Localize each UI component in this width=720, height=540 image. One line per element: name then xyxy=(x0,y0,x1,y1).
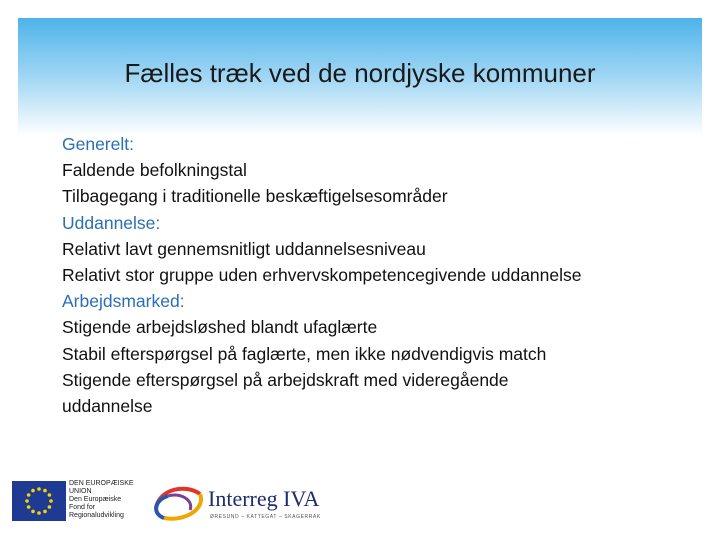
slide-title: Fælles træk ved de nordjyske kommuner xyxy=(124,58,596,88)
eu-label-line: Den Europæiske xyxy=(69,496,122,503)
eu-star-icon xyxy=(48,505,52,509)
heading-generelt: Generelt: xyxy=(62,134,134,154)
eu-star-icon xyxy=(31,510,35,514)
eu-star-icon xyxy=(37,487,41,491)
eu-label-line: UNION xyxy=(69,488,92,495)
list-item: Stigende arbejdsløshed blandt ufaglærte xyxy=(62,317,378,338)
eu-label xyxy=(69,480,149,520)
interreg-mark-icon xyxy=(150,482,206,524)
interreg-subtitle: ØRESUND – KATTEGAT – SKAGERRAK xyxy=(210,514,321,520)
eu-label-line: DEN EUROPÆISKE xyxy=(69,480,134,487)
interreg-name: Interreg IVA xyxy=(208,486,320,511)
eu-star-icon xyxy=(27,505,31,509)
eu-star-icon xyxy=(31,489,35,493)
eu-label-line: Fond for xyxy=(69,504,96,511)
eu-star-icon xyxy=(25,499,29,503)
list-item: Tilbagegang i traditionelle beskæftigelsesområder xyxy=(62,186,448,207)
eu-star-icon xyxy=(27,493,31,497)
eu-star-icon xyxy=(37,511,41,515)
eu-label-line: Regionaludvikling xyxy=(69,512,124,519)
list-item: Relativt stor gruppe uden erhvervskompetencegivende uddannelse xyxy=(62,265,582,286)
list-item: Relativt lavt gennemsnitligt uddannelsesniveau xyxy=(62,238,426,259)
heading-uddannelse: Uddannelse: xyxy=(62,212,161,233)
list-item: Stabil efterspørgsel på faglærte, men ikke nødvendigvis match xyxy=(62,343,547,364)
list-item: Stigende efterspørgsel på arbejdskraft med videregående uddannelse xyxy=(62,369,509,417)
bullet-list xyxy=(62,131,702,419)
eu-star-icon xyxy=(49,499,53,503)
eu-flag-icon xyxy=(12,481,66,521)
footer-logos xyxy=(12,478,372,528)
eu-star-icon xyxy=(43,489,47,493)
eu-star-icon xyxy=(48,493,52,497)
list-item: Faldende befolkningstal xyxy=(62,160,247,181)
eu-star-icon xyxy=(43,510,47,514)
heading-arbejdsmarked: Arbejdsmarked: xyxy=(62,291,185,312)
